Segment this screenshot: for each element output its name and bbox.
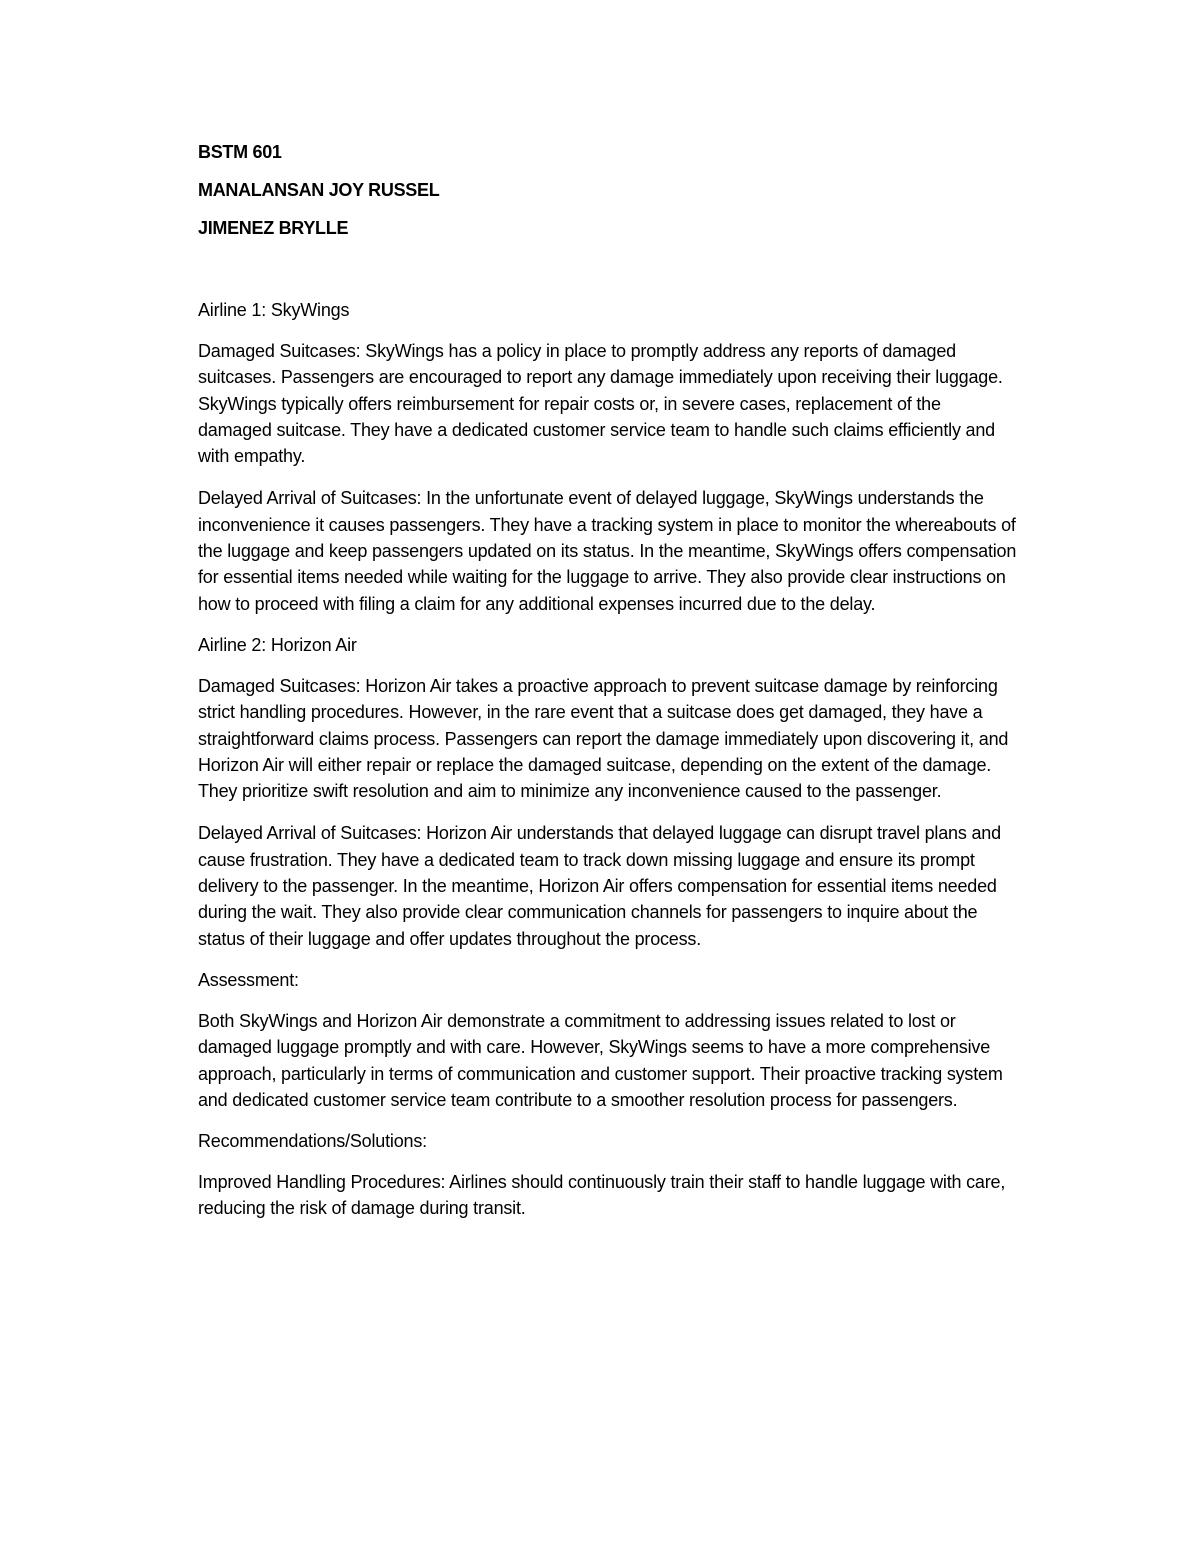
airline-2-delayed-paragraph: Delayed Arrival of Suitcases: Horizon Air understands that delayed luggage can disrupt travel plans and cause frustration. They have a dedicated team to track down missing luggage and ensure its prompt delivery to the passenger. In the meantime, Horizon Air offers compensation for essential items needed during the wait. They also provide clear communication channels for passengers to inquire about the status of their luggage and offer updates throughout the process. bbox=[198, 823, 1001, 949]
recommendation-paragraph: Improved Handling Procedures: Airlines should continuously train their staff to handle luggage with care, reducing the risk of damage during transit. bbox=[198, 1172, 1006, 1219]
assessment-paragraph: Both SkyWings and Horizon Air demonstrate a commitment to addressing issues related to lost or damaged luggage promptly and with care. However, SkyWings seems to have a more comprehensive approach, particularly in terms of communication and customer support. Their proactive tracking system and dedicated customer service team contribute to a smoother resolution process for passengers. bbox=[198, 1010, 1003, 1110]
assessment-title: Assessment: bbox=[198, 969, 299, 990]
course-code: BSTM 601 bbox=[198, 142, 282, 162]
airline-1-delayed-paragraph: Delayed Arrival of Suitcases: In the unfortunate event of delayed luggage, SkyWings understands the inconvenience it causes passengers. They have a tracking system in place to monitor the whereabouts of the luggage and keep passengers updated on its status. In the meantime, SkyWings offers compensation for essential items needed while waiting for the luggage to arrive. They also provide clear instructions on how to proceed with filing a claim for any additional expenses incurred due to the delay. bbox=[198, 488, 1017, 614]
document-page bbox=[198, 140, 1018, 1238]
airline-1-damaged-paragraph: Damaged Suitcases: SkyWings has a policy in place to promptly address any reports of damaged suitcases. Passengers are encouraged to report any damage immediately upon receiving their luggage. SkyWings typically offers reimbursement for repair costs or, in severe cases, replacement of the damaged suitcase. They have a dedicated customer service team to handle such claims efficiently and with empathy. bbox=[198, 341, 1003, 467]
airline-2-title: Airline 2: Horizon Air bbox=[198, 634, 357, 655]
airline-1-title: Airline 1: SkyWings bbox=[198, 300, 350, 320]
author-name-2: JIMENEZ BRYLLE bbox=[198, 218, 349, 238]
author-name-1: MANALANSAN JOY RUSSEL bbox=[198, 180, 440, 200]
recommendations-title: Recommendations/Solutions: bbox=[198, 1131, 427, 1152]
airline-2-damaged-paragraph: Damaged Suitcases: Horizon Air takes a proactive approach to prevent suitcase damage by reinforcing strict handling procedures. However, in the rare event that a suitcase does get damaged, they have a straightforward claims process. Passengers can report the damage immediately upon discovering it, and Horizon Air will either repair or replace the damaged suitcase, depending on the extent of the damage. They prioritize swift resolution and aim to minimize any inconvenience caused to the passenger. bbox=[198, 675, 1009, 802]
